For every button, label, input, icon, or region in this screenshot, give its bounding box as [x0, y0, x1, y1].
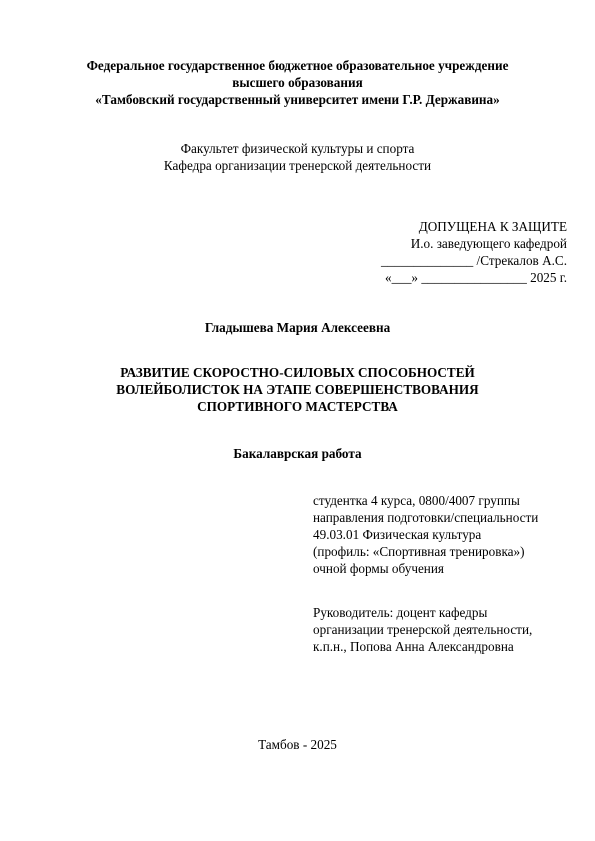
student-info-line: направления подготовки/специальности [313, 510, 539, 525]
thesis-title-line: СПОРТИВНОГО МАСТЕРСТВА [197, 399, 398, 414]
supervisor-info-line: Руководитель: доцент кафедры [313, 605, 488, 620]
author-name: Гладышева Мария Алексеевна [204, 320, 391, 335]
approval-signature: ______________ /Стрекалов А.С. [380, 253, 567, 268]
thesis-title-line: РАЗВИТИЕ СКОРОСТНО-СИЛОВЫХ СПОСОБНОСТЕЙ [120, 365, 475, 380]
education-level-line: высшего образования [232, 75, 363, 90]
supervisor-info-line: к.п.н., Попова Анна Александровна [313, 639, 514, 654]
approval-date: «___» ________________ 2025 г. [385, 270, 567, 285]
department-name: Кафедра организации тренерской деятельности [163, 158, 432, 173]
work-type: Бакалаврская работа [233, 446, 362, 461]
student-info-line: (профиль: «Спортивная тренировка») [313, 544, 525, 559]
university-name-line: «Тамбовский государственный университет имени Г.Р. Державина» [95, 92, 500, 107]
city-year: Тамбов - 2025 [258, 737, 337, 752]
approval-heading: ДОПУЩЕНА К ЗАЩИТЕ [418, 219, 567, 234]
institution-type-line: Федеральное государственное бюджетное образовательное учреждение [86, 58, 509, 73]
supervisor-info-line: организации тренерской деятельности, [313, 622, 533, 637]
student-info-line: 49.03.01 Физическая культура [313, 527, 482, 542]
faculty-name: Факультет физической культуры и спорта [180, 141, 415, 156]
approval-position: И.о. заведующего кафедрой [410, 236, 567, 251]
student-info-line: студентка 4 курса, 0800/4007 группы [313, 493, 520, 508]
thesis-title-line: ВОЛЕЙБОЛИСТОК НА ЭТАПЕ СОВЕРШЕНСТВОВАНИЯ [116, 382, 479, 397]
student-info-line: очной формы обучения [313, 561, 444, 576]
